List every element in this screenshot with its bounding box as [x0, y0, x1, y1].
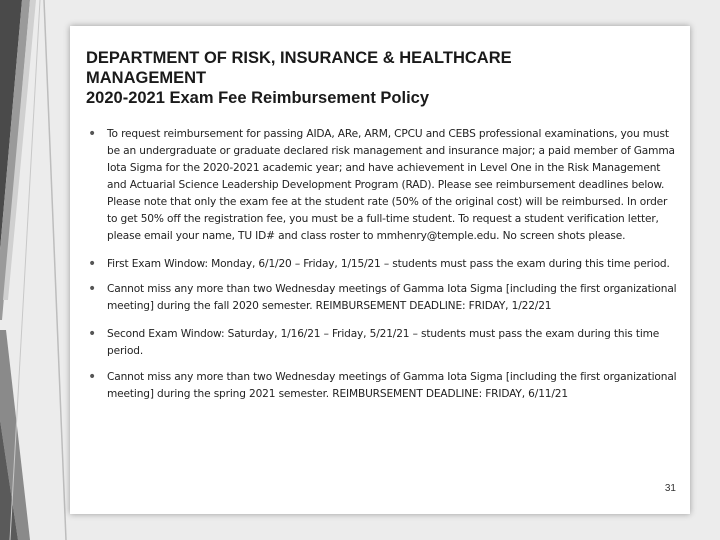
bullet-text: Cannot miss any more than two Wednesday meetings of Gamma Iota Sigma [including the first organizational meeting] during the spring 2021 semester. REIMBURSEMENT DEADLINE: FRIDAY, 6/11/21 [107, 371, 677, 400]
bullet-icon: • [88, 326, 97, 342]
page-number: 31 [664, 483, 676, 494]
title-line: DEPARTMENT OF RISK, INSURANCE & HEALTHCARE [86, 49, 512, 67]
bullet-list [88, 126, 678, 403]
bullet-text: To request reimbursement for passing AIDA, ARe, ARM, CPCU and CEBS professional examinations, you must be an undergraduate or graduate declared risk management and insurance major; a paid member of Gamma Iota Sigma for the 2020-2021 academic year; and have achievement in Level One in the Risk Management and Actuarial Science Leadership Development Program (RAD). Please see reimbursement deadlines below. Please note that only the exam fee at the student rate (50% of the original cost) will be reimbursed. In order to get 50% off the registration fee, you must be a full-time student. To request a student verification letter, please email your name, TU ID# and class roster to mmhenry@temple.edu. No screen shots please. [107, 128, 675, 242]
slide-title [86, 48, 676, 108]
bullet-text: Cannot miss any more than two Wednesday meetings of Gamma Iota Sigma [including the first organizational meeting] during the fall 2020 semester. REIMBURSEMENT DEADLINE: FRIDAY, 1/22/21 [107, 283, 677, 312]
slide-content-card [70, 26, 690, 514]
bullet-text: First Exam Window: Monday, 6/1/20 – Friday, 1/15/21 – students must pass the exam during this time period. [107, 258, 670, 270]
bullet-icon: • [88, 369, 97, 385]
title-line: 2020-2021 Exam Fee Reimbursement Policy [86, 89, 430, 107]
bullet-item [88, 369, 678, 403]
decorative-stripes [0, 0, 80, 540]
bullet-icon: • [88, 281, 97, 297]
bullet-item [88, 256, 678, 273]
bullet-text: Second Exam Window: Saturday, 1/16/21 – Friday, 5/21/21 – students must pass the exam during this time period. [107, 328, 660, 357]
bullet-icon: • [88, 256, 97, 272]
title-line: MANAGEMENT [86, 69, 207, 87]
bullet-item [88, 326, 678, 360]
bullet-item [88, 281, 678, 315]
bullet-item [88, 126, 678, 245]
bullet-icon: • [88, 126, 97, 142]
